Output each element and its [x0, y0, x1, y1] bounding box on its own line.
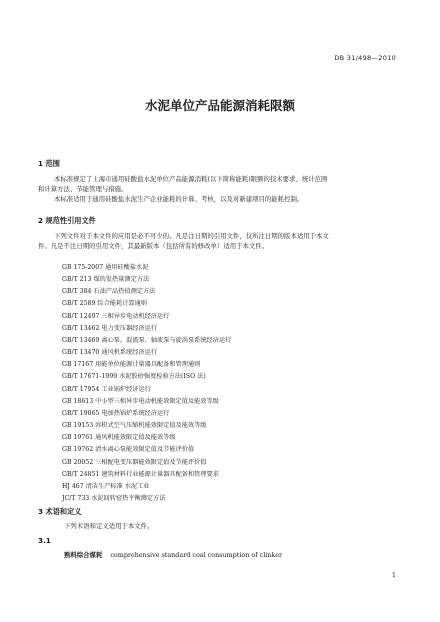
- section-1-para-2: 本标准适用于通用硅酸盐水泥生产企业能耗的计算、考核，以及对新建项目的能耗控制。: [54, 195, 304, 203]
- reference-item: GB/T 17954 工业锅炉经济运行: [62, 385, 151, 393]
- reference-item: GB/T 17671-1999 水泥胶砂强度检验方法(ISO 法): [62, 373, 206, 381]
- section-3-intro: 下列术语和定义适用于本文件。: [64, 522, 154, 530]
- section-1-para-1-line-1: 本标准规定了上海市通用硅酸盐水泥单位产品能源消耗(以下简称能耗)限额的技术要求、统计范围: [54, 175, 328, 183]
- reference-item: GB/T 24851 建筑材料行业能源计量器具配备和管理要求: [62, 470, 219, 478]
- section-2-intro-line-1: 下列文件对于本文件的应用是必不可少的。凡是注日期的引用文件，仅所注日期的版本适用于本文: [54, 232, 329, 240]
- reference-item: GB/T 384 石油产品热值测定方法: [62, 288, 156, 296]
- page-number: 1: [391, 571, 396, 579]
- reference-list: [62, 262, 231, 505]
- term-english: comprehensive standard coal consumption of clinker: [110, 551, 283, 559]
- page-title: 水泥单位产品能源消耗限额: [144, 98, 295, 113]
- standard-number: DB 31/498—2010: [334, 54, 396, 62]
- section-3-heading: 3 术语和定义: [38, 507, 82, 516]
- reference-item: GB 17167 用能单位能源计量器具配备和管理通则: [62, 361, 201, 369]
- section-2-intro-line-2: 件。凡是不注日期的引用文件，其最新版本（包括所有的修改单）适用于本文件。: [38, 242, 269, 250]
- section-1-para-1-line-2: 和计算方法、节能管理与措施。: [38, 185, 128, 193]
- reference-item: GB/T 19065 电加热锅炉系统经济运行: [62, 409, 170, 417]
- reference-item: GB/T 13462 电力变压器经济运行: [62, 324, 158, 332]
- reference-item: GB/T 13470 通风机系统经济运行: [62, 349, 158, 357]
- term-chinese: 熟料综合煤耗: [64, 551, 103, 559]
- subsection-3-1-heading: 3.1: [38, 536, 51, 545]
- reference-item: GB 18613 中小型三相异步电动机能效限定值及能效等级: [62, 397, 219, 405]
- reference-item: GB 175-2007 通用硅酸盐水泥: [62, 264, 149, 271]
- term-entry: [64, 550, 282, 559]
- reference-item: GB/T 213 煤的发热量测定方法: [62, 276, 150, 284]
- reference-item: GB 19762 清水离心泵能效限定值及节能评价值: [62, 446, 195, 454]
- reference-item: GB 20052 三相配电变压器能效限定值及节能评价值: [62, 458, 207, 466]
- reference-item: GB/T 13469 离心泵、混流泵、轴流泵与旋涡泵系统经济运行: [62, 336, 232, 344]
- reference-item: GB/T 2589 综合能耗计算通则: [62, 300, 147, 308]
- reference-item: HJ 467 清洁生产标准 水泥工业: [62, 482, 150, 490]
- reference-item: GB/T 12497 三相异步电动机经济运行: [62, 312, 170, 320]
- reference-item: GB 19153 容积式空气压缩机能效限定值及能效等级: [62, 422, 207, 430]
- reference-item: GB 19761 通风机能效限定值及能效等级: [62, 434, 176, 442]
- section-1-heading: 1 范围: [38, 159, 60, 168]
- section-2-heading: 2 规范性引用文件: [38, 216, 96, 225]
- reference-item: JC/T 733 水泥回转窑热平衡测定方法: [62, 494, 166, 502]
